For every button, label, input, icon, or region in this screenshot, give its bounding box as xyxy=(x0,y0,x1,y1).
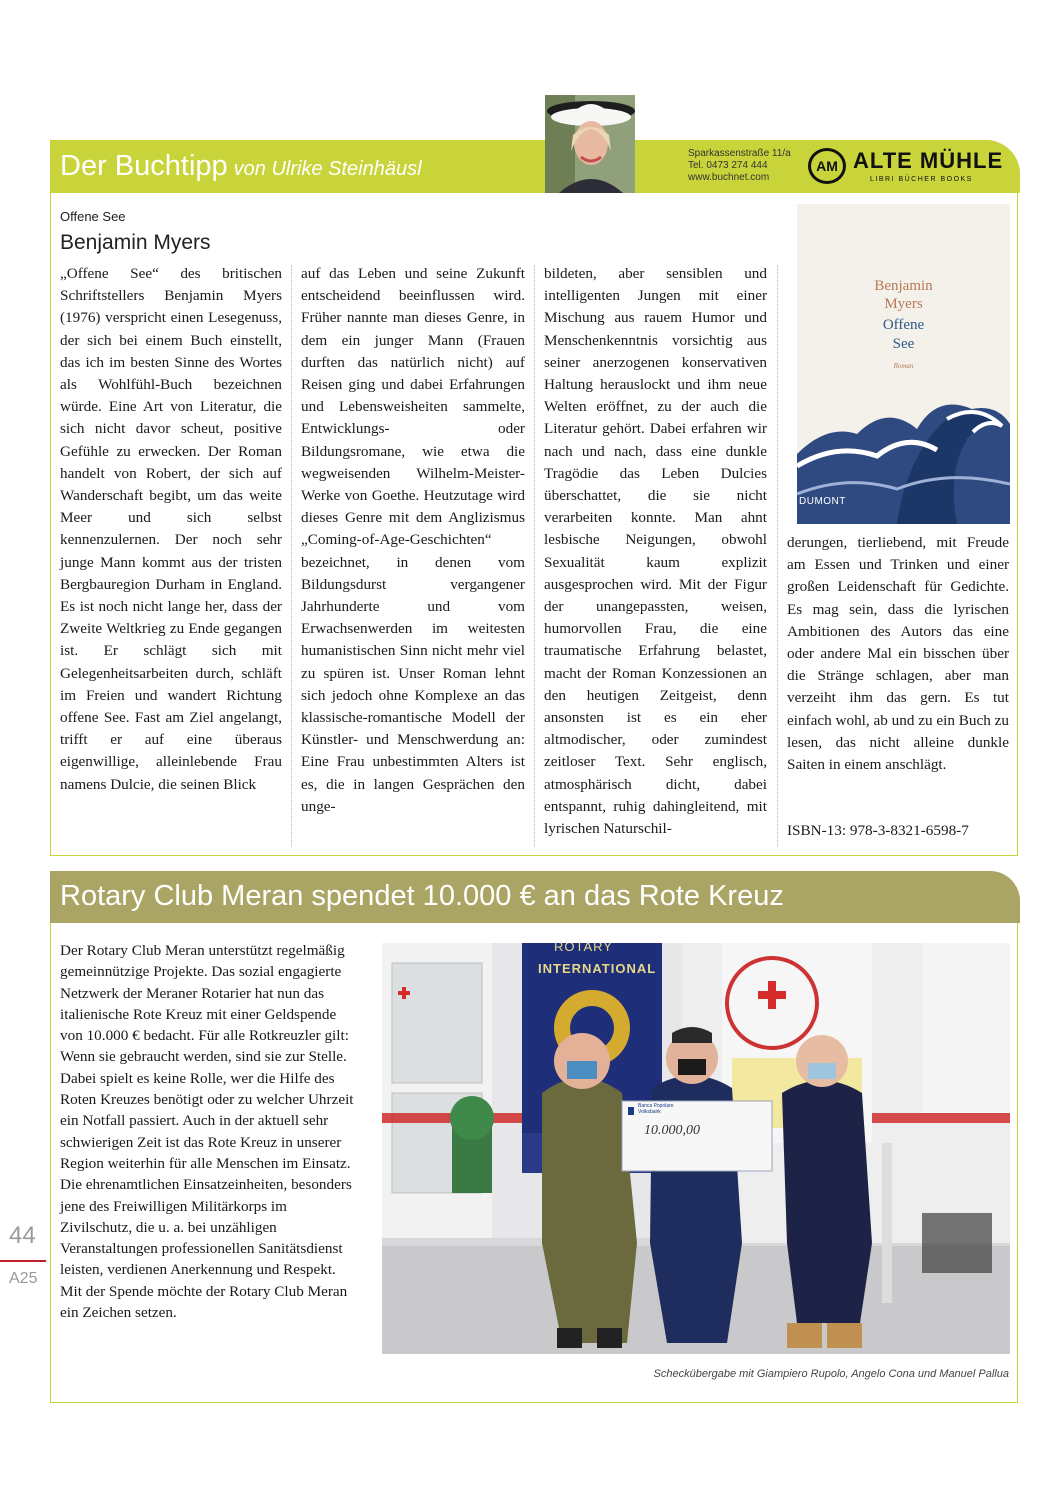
column-divider xyxy=(291,265,292,847)
logo-tagline: LIBRI BÜCHER BOOKS xyxy=(870,176,973,183)
rotary-title: Rotary Club Meran spendet 10.000 € an das Rote Kreuz xyxy=(60,880,784,912)
shop-address: Sparkassenstraße 11/a xyxy=(688,148,791,159)
check-handover-photo xyxy=(382,943,1010,1354)
buchtipp-title xyxy=(60,150,422,183)
logo-name: ALTE MÜHLE xyxy=(853,148,1004,173)
book-author-heading: Benjamin Myers xyxy=(60,231,211,254)
shop-phone: Tel. 0473 274 444 xyxy=(688,160,768,171)
book-cover-author xyxy=(797,277,1010,313)
check-bank-name: Banca Popolare Volksbank xyxy=(638,1103,674,1115)
book-cover-title-line2: See xyxy=(892,336,915,352)
book-cover-title xyxy=(797,316,1010,354)
shop-website: www.buchnet.com xyxy=(688,172,770,183)
photo-banner-text: INTERNATIONAL xyxy=(538,961,657,976)
author-portrait-photo xyxy=(545,95,635,193)
book-subtitle: Offene See xyxy=(60,209,126,224)
book-cover-genre: Roman xyxy=(893,362,914,370)
book-cover-publisher: DUMONT xyxy=(799,496,846,507)
column-divider xyxy=(777,265,778,847)
rotary-header-bar xyxy=(50,871,1020,923)
book-cover-title-line1: Offene xyxy=(882,317,925,333)
buchtipp-column-1: „Offene See“ des britischen Schriftstellers Benjamin Myers (1976) verspricht einen Lesegenuss, der sich bei einem Buch einstellt, das ich im besten Sinne des Wortes als Wohlfühl-Buch bezeichnen würde. Eine Art von Literatur, die sich nicht davor scheut, positive Gefühle zu erwecken. Der Roman handelt von Robert, der sich auf Wanderschaft begibt, um das weite Meer und sich selbst kennenzulernen. Der noch sehr junge Mann kommt aus der tristen Bergbauregion Durham in England. Es ist noch nicht lange her, dass der Zweite Weltkrieg zu Ende gegangen ist. Er schlägt sich mit Gelegenheitsarbeiten durch, schläft im Freien und wandert Richtung offene See. Fast am Ziel angelangt, trifft er auf eine überaus eigenwillige, alleinlebende Frau namens Dulcie, die seinen Blick xyxy=(60,265,282,793)
buchtipp-title-text: Der Buchtipp xyxy=(60,150,228,182)
photo-banner-top: ROTARY xyxy=(554,943,613,954)
book-cover-author-last: Myers xyxy=(884,296,923,312)
page-number: 44 xyxy=(9,1222,36,1249)
bookshop-contact xyxy=(688,148,791,184)
book-cover-author-first: Benjamin xyxy=(874,278,933,294)
photo-caption: Scheckübergabe mit Giampiero Rupolo, Angelo Cona und Manuel Pallua xyxy=(653,1368,1009,1380)
buchtipp-column-2: auf das Leben und seine Zukunft entscheidend beeinflussen wird. Früher nannte man dieses Genre, in dem ein junger Mann (Frauen durften das natürlich nicht) auf Reisen ging und dabei Erfahrungen und Lebensweisheiten sammelte, Entwicklungs- oder Bildungsromane, wie etwa die wegweisenden Wilhelm-Meister-Werke von Goethe. Heutzutage wird dieses Genre mit dem Anglizismus „Coming-of-Age-Geschichten“ bezeichnet, in denen vom Bildungsdurst vergangener Jahrhunderte und vom Erwachsenwerden im weitesten humanistischen Sinn nicht mehr viel zu spüren ist. Unser Roman lehnt sich jedoch ohne Komplexe an das klassische-romantische Modell der Künstler- und Menschwerdung an: Eine Frau unbestimmten Alters ist es, die in langen Gesprächen den unge- xyxy=(301,265,525,815)
buchtipp-byline: von Ulrike Steinhäusl xyxy=(233,158,422,180)
page-code: A25 xyxy=(9,1270,38,1287)
buchtipp-column-4: derungen, tierliebend, mit Freude am Essen und Trinken und einer großen Leidenschaft für Gedichte. Es mag sein, dass die lyrischen Ambitionen des Autors das eine oder andere Mal ein bisschen über die Stränge schlagen, aber man verzeiht ihm das gern. Es tut einfach wohl, ab und zu ein Buch zu lesen, das nicht alleine dunkle Saiten in einem anschlägt. xyxy=(787,534,1009,774)
buchtipp-column-3: bildeten, aber sensiblen und intelligenten Jungen mit einer Mischung aus rauem Humor und Menschenkenntnis vorsichtig aus seiner anerzogenen konservativen Haltung herauslockt und ihm neue Welten eröffnet, zu der auch die Literatur gehört. Dabei erfahren wir nach und nach, dass eine dunkle Tragödie das Leben Dulcies überschattet, die sie nicht verarbeiten konnte. Man ahnt lesbische Neigungen, obwohl Sexualität kaum explizit ausgesprochen wird. Mit der Figur der unangepassten, weisen, humorvollen Frau, die eine traumatische Erfahrung belastet, macht der Roman Konzessionen an den heutigen Zeitgeist, denn ansonsten ist es ein eher altmodischer, oder zumindest zeitloser Text. Sehr englisch, atmosphärisch dicht, dabei entspannt, ruhig dahingleitend, mit lyrischen Naturschil- xyxy=(544,265,767,838)
check-amount: 10.000,00 xyxy=(644,1123,700,1138)
rotary-article-text: Der Rotary Club Meran unterstützt regelmäßig gemeinnützige Projekte. Das sozial engagierte Netzwerk der Meraner Rotarier hat nun das italienische Rote Kreuz mit einer Geldspende von 10.000 € bedacht. Für alle Rotkreuzler gilt: Wenn sie gebraucht werden, sind sie zur Stelle. Dabei spielt es keine Rolle, wer die Hilfe des Roten Kreuzes benötigt oder zu welcher Uhrzeit ein Notfall passiert. Auch in der aktuell sehr schwierigen Zeit ist das Rote Kreuz in unserer Region weiterhin für alle Menschen im Einsatz. Die ehrenamtlichen Einsatzeinheiten, besonders jene des Freiwilligen Militärkorps im Zivilschutz, die u. a. bei unzähligen Veranstaltungen professionellen Sanitätsdienst leisten, verdienen Anerkennung und Respekt. Mit der Spende möchte der Rotary Club Meran ein Zeichen setzen. xyxy=(60,942,354,1322)
page-number-rule xyxy=(0,1260,46,1262)
alte-muehle-logo xyxy=(808,146,1004,190)
book-isbn: ISBN-13: 978-3-8321-6598-7 xyxy=(787,822,969,839)
logo-monogram: AM xyxy=(808,148,846,184)
book-cover xyxy=(797,204,1010,524)
column-divider xyxy=(534,265,535,847)
